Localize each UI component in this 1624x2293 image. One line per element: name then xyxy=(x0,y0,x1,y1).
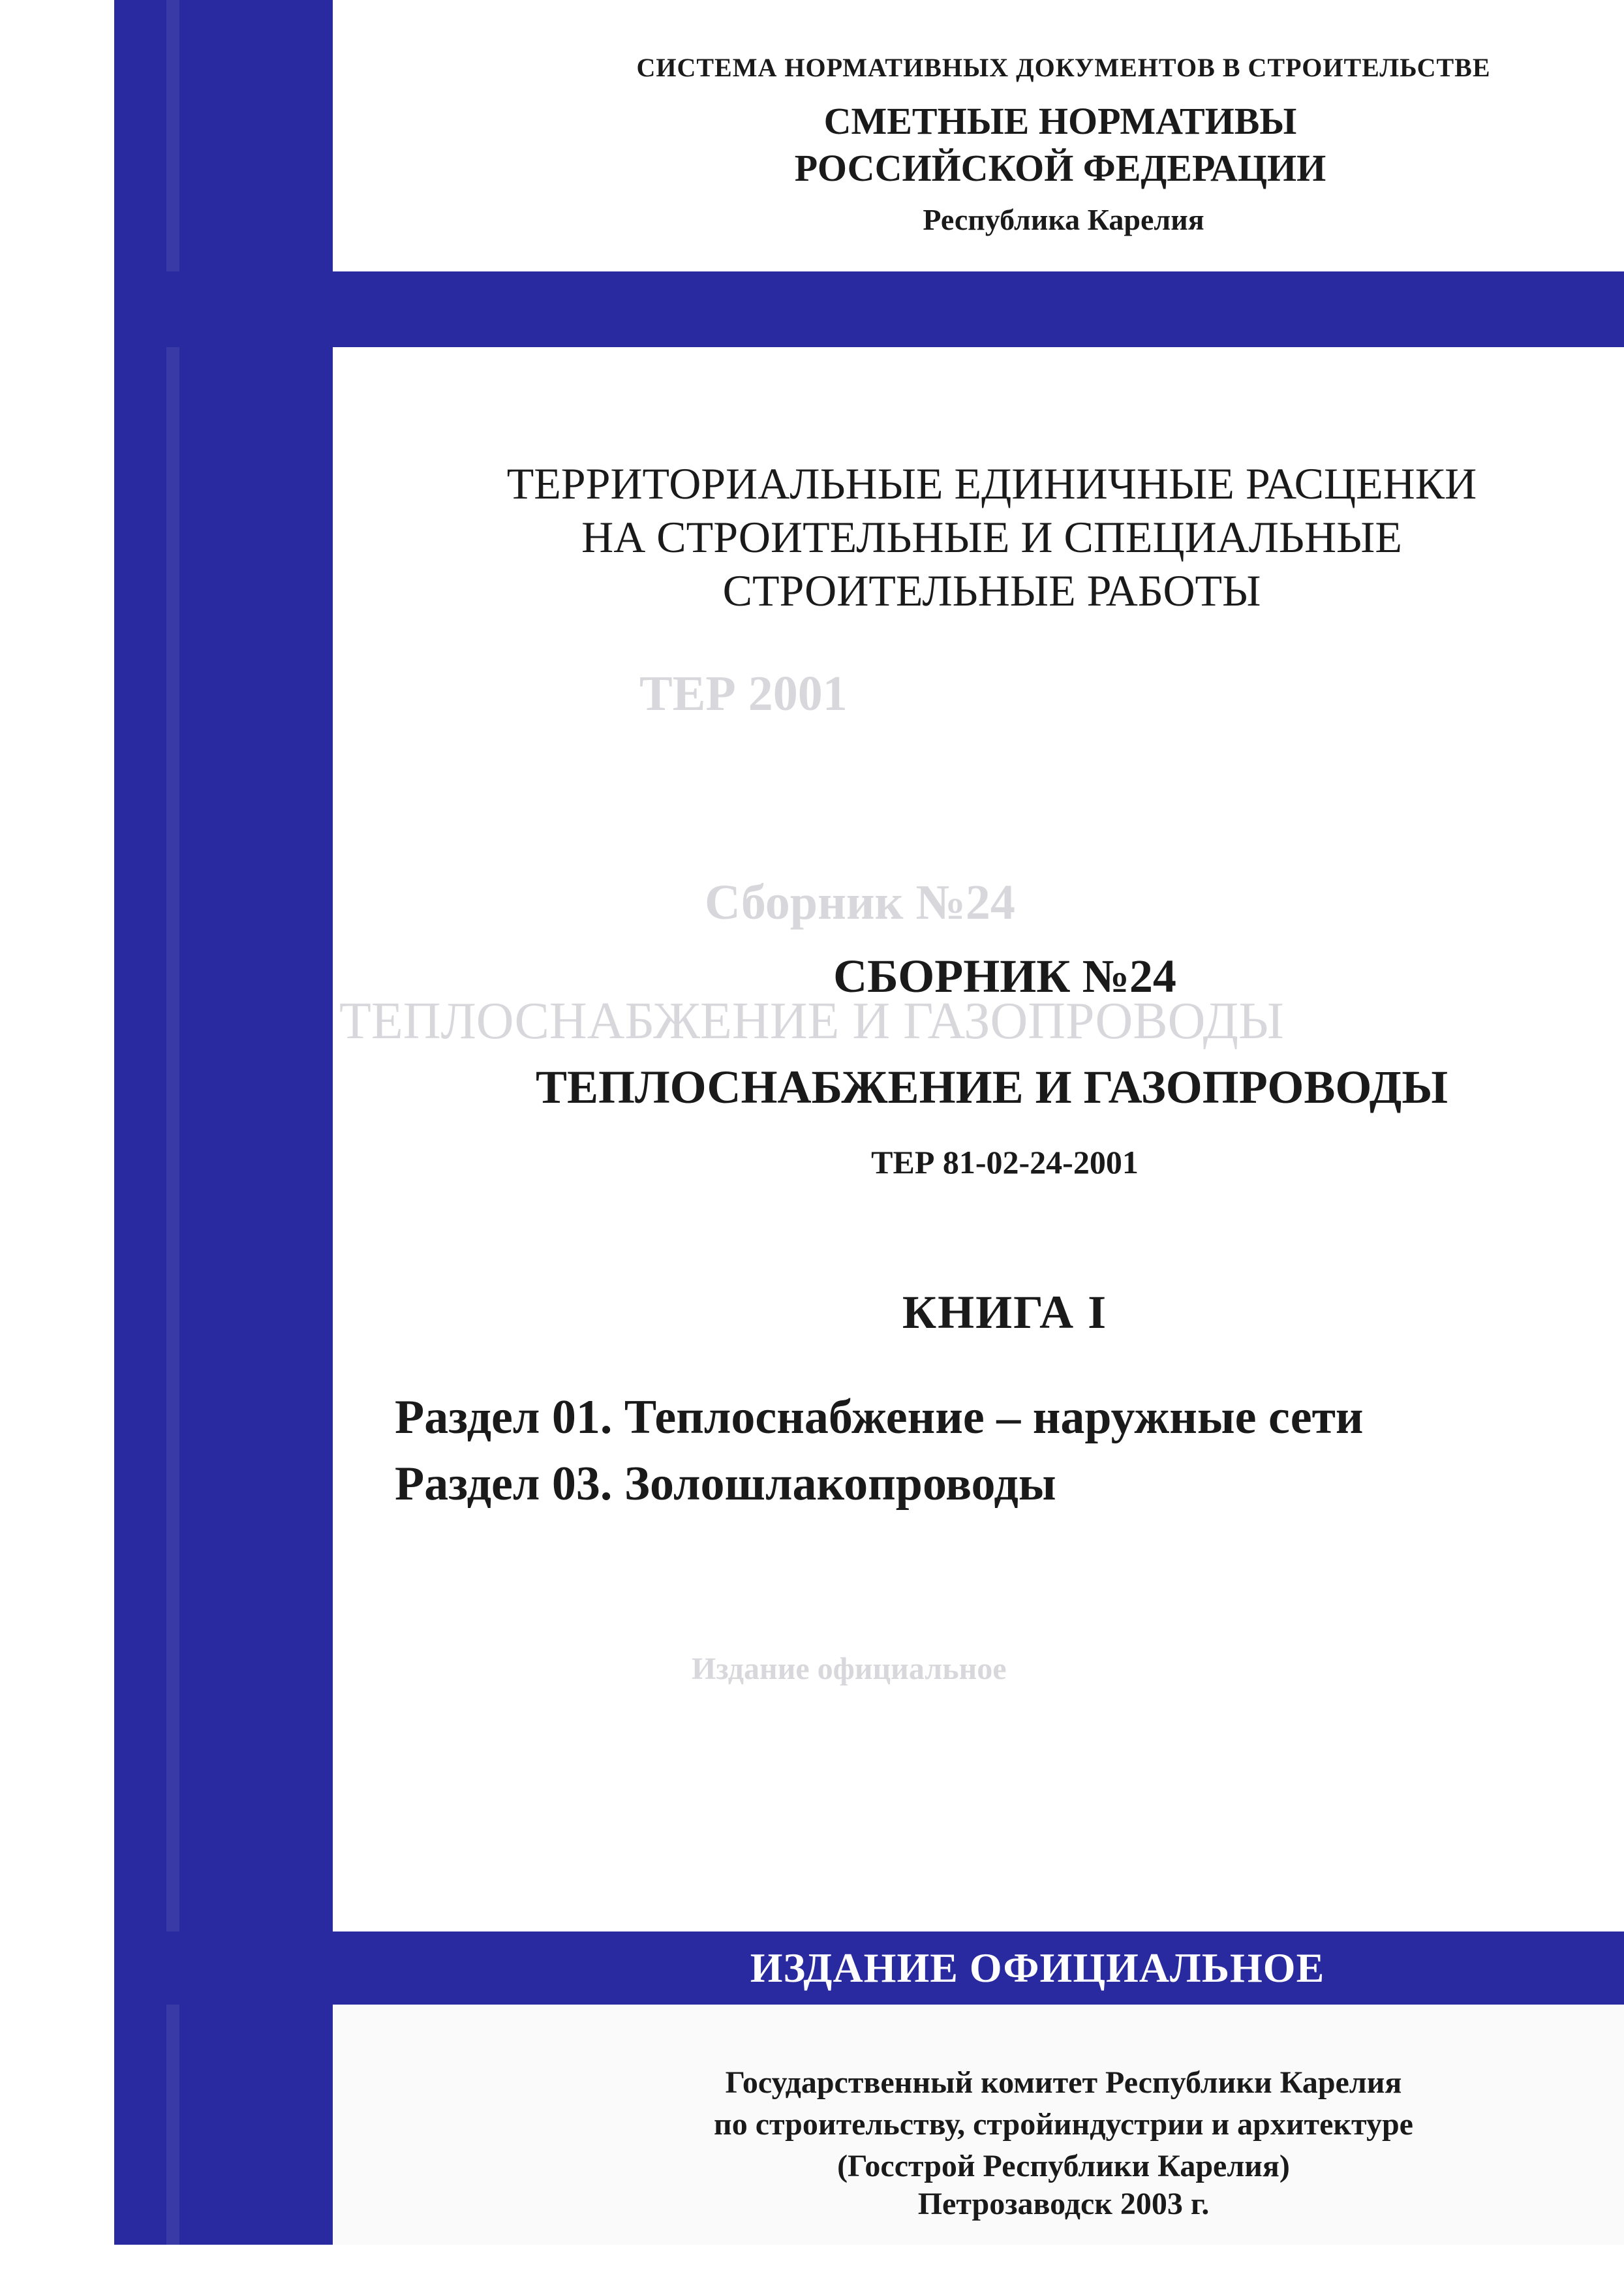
norms-heading xyxy=(718,98,1403,192)
publisher-block xyxy=(587,2062,1540,2187)
region-label: Республика Карелия xyxy=(923,203,1204,236)
collection-number: СБОРНИК №24 xyxy=(833,950,1176,1002)
publisher-line-3: (Госстрой Республики Карелия) xyxy=(837,2149,1290,2183)
document-code: ТЕР 81-02-24-2001 xyxy=(871,1144,1139,1180)
title-line-2: НА СТРОИТЕЛЬНЫЕ И СПЕЦИАЛЬНЫЕ xyxy=(581,512,1402,562)
ghost-text-1: ТЕР 2001 xyxy=(639,666,848,721)
ghost-text-3: ТЕПЛОСНАБЖЕНИЕ И ГАЗОПРОВОДЫ xyxy=(339,993,1284,1050)
document-title xyxy=(418,457,1566,617)
title-line-1: ТЕРРИТОРИАЛЬНЫЕ ЕДИНИЧНЫЕ РАСЦЕНКИ xyxy=(506,459,1477,508)
publisher-line-2: по строительству, стройиндустрии и архитектуре xyxy=(714,2107,1413,2142)
collection-name: ТЕПЛОСНАБЖЕНИЕ И ГАЗОПРОВОДЫ xyxy=(535,1061,1448,1113)
official-edition-label: ИЗДАНИЕ ОФИЦИАЛЬНОЕ xyxy=(750,1945,1325,1991)
system-heading: СИСТЕМА НОРМАТИВНЫХ ДОКУМЕНТОВ В СТРОИТЕЛЬСТВЕ xyxy=(636,53,1491,82)
section-01: Раздел 01. Теплоснабжение – наружные сети xyxy=(395,1391,1364,1444)
ghost-text-4: Издание официальное xyxy=(692,1652,1007,1686)
publisher-line-1: Государственный комитет Республики Карелия xyxy=(725,2065,1402,2100)
blue-header-band xyxy=(114,271,1624,347)
norms-line-1: СМЕТНЫЕ НОРМАТИВЫ xyxy=(823,100,1297,142)
ghost-text-2: Сборник №24 xyxy=(705,875,1015,930)
city-year: Петрозаводск 2003 г. xyxy=(917,2187,1210,2221)
title-line-3: СТРОИТЕЛЬНЫЕ РАБОТЫ xyxy=(722,566,1261,615)
section-03: Раздел 03. Золошлакопроводы xyxy=(395,1457,1056,1511)
book-label: КНИГА I xyxy=(902,1286,1108,1338)
norms-line-2: РОССИЙСКОЙ ФЕДЕРАЦИИ xyxy=(794,147,1326,189)
